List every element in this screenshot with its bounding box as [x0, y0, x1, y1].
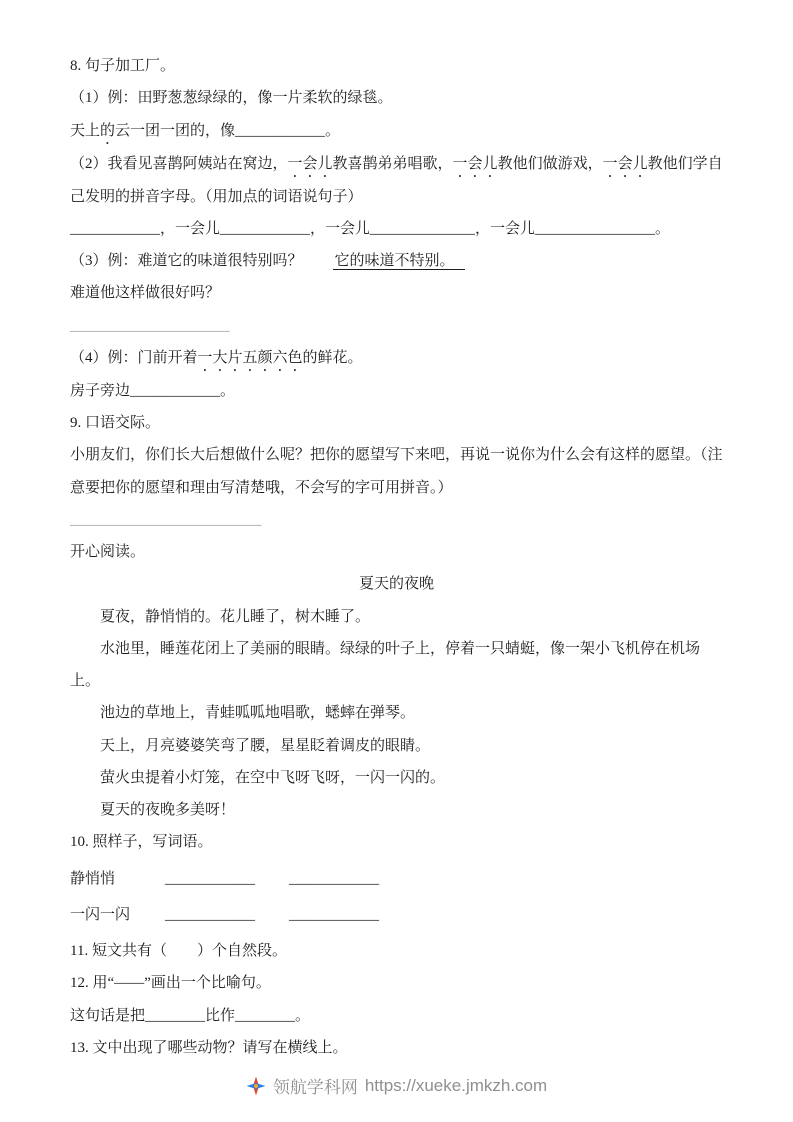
- q10-row-1-blank-2: ____________: [289, 870, 379, 887]
- q12-answer-line: 这句话是把________比作________。: [70, 1007, 311, 1024]
- site-url-link[interactable]: https://xueke.jmkzh.com: [364, 1075, 548, 1095]
- question-8-heading: 8. 句子加工厂。: [70, 58, 176, 74]
- site-footer: [0, 1073, 793, 1098]
- q10-row-2-blank-1: ____________: [165, 906, 255, 923]
- q10-row-1-blank-1: ____________: [165, 870, 255, 887]
- q8-1-pre: 天上: [70, 122, 101, 139]
- q9-instructions: 小朋友们，你们长大后想做什么呢？把你的愿望写下来吧，再说一说你为什么会有这样的愿望。（注意要把你的愿望和理由写清楚哦，不会写的字可用拼音。）: [70, 447, 723, 496]
- question-10-heading: 10. 照样子，写词语。: [70, 834, 213, 851]
- reading-paragraph: 水池里，睡莲花闭上了美丽的眼睛。绿绿的叶子上，停着一只蜻蜓，像一架小飞机停在机场上。: [70, 640, 701, 689]
- reading-section: [70, 536, 723, 826]
- question-9-heading: 9. 口语交际。: [70, 415, 161, 431]
- question-12: [70, 967, 723, 1032]
- q8-2-answer-line: ____________，一会儿____________，一会儿______________，一会儿________________。: [70, 220, 671, 237]
- q8-2-part2: 教喜鹊弟弟唱歌，: [332, 155, 453, 172]
- q9-answer-blank: ________________________: [70, 511, 262, 528]
- reading-paragraph: 天上，月亮婆婆笑弯了腰，星星眨着调皮的眼睛。: [100, 737, 431, 754]
- q8-4-answer-pre: 房子旁边: [70, 382, 131, 399]
- q10-row-2: [70, 899, 723, 931]
- q8-4-post: 的鲜花。: [302, 349, 363, 366]
- site-name: 领航学科网: [272, 1078, 358, 1097]
- question-11: [70, 935, 723, 967]
- q8-4-pre: （4）例：门前开着: [70, 349, 198, 366]
- q8-1-answer-line: [70, 115, 723, 148]
- q10-row-2-blank-2: ____________: [289, 906, 379, 923]
- q8-2-part4: 教他们学自己发明的拼音字母。（用加点的词语说句子）: [70, 155, 723, 205]
- q8-3-question-line: [70, 245, 723, 277]
- q8-1-emphasized-word: 的: [100, 122, 116, 139]
- q8-2-emphasized-word-2: 一会儿: [452, 155, 498, 172]
- q8-2-emphasized-word-1: 一会儿: [287, 155, 333, 172]
- q8-3-answer-blank: ____________________: [70, 317, 230, 334]
- reading-passage-title: 夏天的夜晚: [358, 576, 434, 593]
- q8-4-blank: ____________: [130, 382, 221, 399]
- question-13-text: 13. 文中出现了哪些动物？请写在横线上。: [70, 1039, 348, 1056]
- reading-paragraph: 夏天的夜晚多美呀！: [100, 802, 236, 818]
- reading-paragraph: 池边的草地上，青蛙呱呱地唱歌，蟋蟀在弹琴。: [100, 705, 416, 722]
- q8-2-part3: 教他们做游戏，: [497, 155, 603, 172]
- q8-4-answer-line: [70, 375, 723, 407]
- question-11-text: 11. 短文共有（ ）个自然段。: [70, 943, 287, 959]
- q10-row-2-label: 一闪一闪: [70, 906, 131, 923]
- question-12-heading: 12. 用“——”画出一个比喻句。: [70, 975, 271, 992]
- q10-row-1-label: 静悄悄: [70, 870, 116, 887]
- q8-1-example: （1）例：田野葱葱绿绿的，像一片柔软的绿毯。: [70, 90, 393, 107]
- question-8: [70, 50, 723, 407]
- q8-3-question: （3）例：难道它的味道很特别吗？: [70, 253, 303, 269]
- q8-3-prompt: 难道他这样做很好吗？: [70, 285, 221, 302]
- reading-heading: 开心阅读。: [70, 544, 146, 560]
- q8-2-part1: （2）我看见喜鹊阿姨站在窝边，: [70, 155, 288, 172]
- reading-paragraph: 萤火虫提着小灯笼，在空中飞呀飞呀，一闪一闪的。: [100, 769, 446, 786]
- q8-4-emphasized-phrase: 一大片五颜六色: [197, 349, 303, 366]
- q8-1-period: 。: [325, 122, 341, 139]
- question-13: [70, 1032, 723, 1064]
- question-10: [70, 826, 723, 931]
- q8-4-period: 。: [220, 382, 236, 399]
- q8-1-blank: ____________: [235, 122, 326, 139]
- question-9: [70, 407, 723, 536]
- q8-3-example-answer: 它的味道不特别。: [333, 253, 465, 270]
- q8-1-mid: 云一团一团的，像: [115, 122, 236, 139]
- q10-row-1: [70, 863, 723, 895]
- reading-paragraph: 夏夜，静悄悄的。花儿睡了，树木睡了。: [100, 608, 371, 625]
- q8-4-example: [70, 342, 723, 375]
- q8-2-sentence: [70, 148, 723, 213]
- q8-2-emphasized-word-3: 一会儿: [602, 155, 648, 172]
- site-logo-icon: [246, 1076, 266, 1096]
